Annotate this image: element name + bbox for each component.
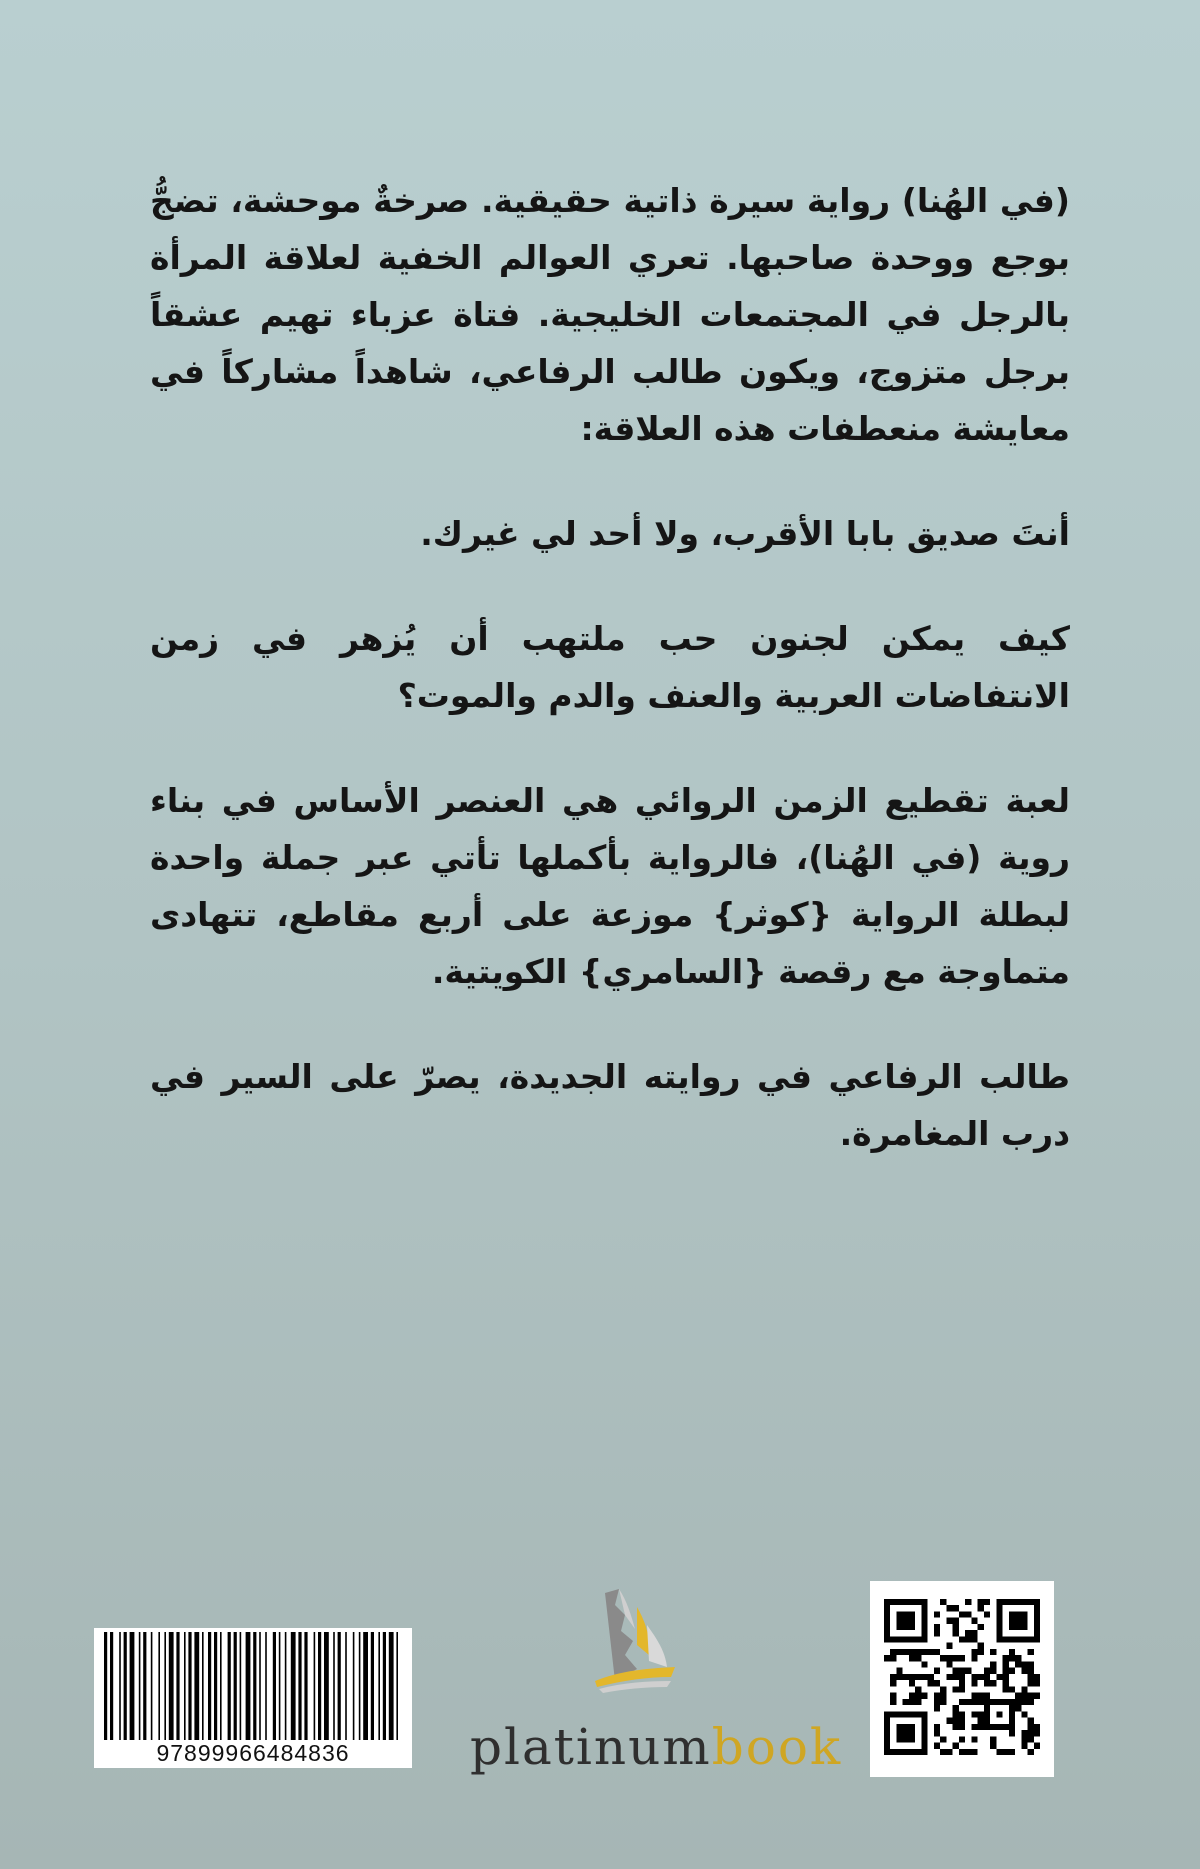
blurb-paragraph-1: (في الهُنا) رواية سيرة ذاتية حقيقية. صرخةٌ موحشة، تضجُّ بوجع ووحدة صاحبها. تعري العوالم الخفية لعلاقة المرأة بالرجل في المجتمعات الخليجية. فتاة عزباء تهيم عشقاً برجل متزوج، ويكون طالب الرفاعي، شاهداً مشاركاً في معايشة منعطفات هذه العلاقة: — [150, 181, 1070, 448]
publisher-name-part2: book — [711, 1718, 843, 1776]
blurb-paragraph-4: لعبة تقطيع الزمن الروائي هي العنصر الأساس في بناء روية (في الهُنا)، فالرواية بأكملها تأتي عبر جملة واحدة لبطلة الرواية {كوثر} موزعة على أربع مقاطع، تتهادى متماوجة مع رقصة {السامري} الكويتية. — [150, 781, 1070, 991]
qr-code-icon — [884, 1599, 1040, 1755]
isbn-barcode — [94, 1628, 412, 1768]
barcode-icon — [100, 1632, 406, 1740]
blurb-paragraph-3: كيف يمكن لجنون حب ملتهب أن يُزهر في زمن الانتفاضات العربية والعنف والدم والموت؟ — [150, 619, 1070, 715]
publisher-name-part1: platinum — [470, 1718, 712, 1776]
qr-code — [870, 1581, 1054, 1777]
book-wing-icon — [575, 1585, 685, 1697]
barcode-number: 97899966484836 — [156, 1740, 350, 1766]
blurb-paragraph-2: أنتَ صديق بابا الأقرب، ولا أحد لي غيرك. — [420, 514, 1070, 553]
publisher-name — [470, 1717, 843, 1777]
blurb-paragraph-5: طالب الرفاعي في روايته الجديدة، يصرّ على السير في درب المغامرة. — [150, 1057, 1070, 1153]
blurb-text — [150, 172, 1070, 1210]
publisher-logo — [470, 1585, 843, 1785]
